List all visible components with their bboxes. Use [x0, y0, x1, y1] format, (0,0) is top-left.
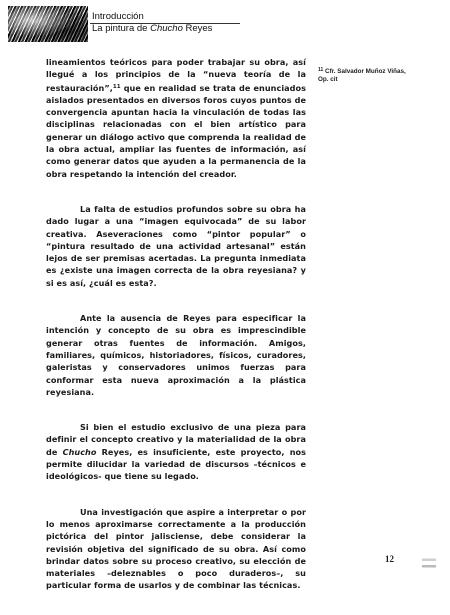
paragraph-5: Una investigación que aspire a interpretar o por lo menos aproximarse correctamente a la producción pictórica del pintor jalisciense, debe considerar la revisión objetiva del significado de su obra. Así como brindar datos sobre su proceso creativo, su elección de materiales –deleznables o poco duraderos–, su particular forma de usarlos y de combinar las técnicas. [46, 506, 306, 591]
body-text [46, 56, 306, 615]
paragraph-4-emphasis: Chucho [62, 446, 97, 457]
header-subtitle-prefix: La pintura de [92, 23, 151, 34]
header-subtitle-suffix: Reyes [182, 23, 213, 34]
header-image [8, 6, 88, 42]
page-number: 12 [385, 554, 394, 564]
footnote-number: 11 [318, 67, 324, 73]
paragraph-1-part-b: que en realidad se trata de enunciados aislados presentados en diversos foros cuyos puntos de convergencia apuntan hacia la vinculación de todas las disciplinas relacionadas con el bien artístico para generar un diálogo activo que comprenda la realidad de la obra actual, ampliar las fuentes de información, así como generar datos que ayuden a la permanencia de la obra respetando la intención del creador. [46, 82, 306, 179]
header-subtitle [92, 23, 212, 35]
header-section: Introducción [92, 11, 144, 22]
header-rule [90, 23, 240, 24]
paragraph-1-part-a: lineamientos teóricos para poder trabajar su obra, así llegué a los principios de la “nueva teoría de la restauración”, [46, 57, 306, 93]
header-subtitle-name: Chucho [150, 23, 183, 34]
footnote-reference: 11 [112, 83, 121, 90]
paragraph-3: Ante la ausencia de Reyes para especificar la intención y concepto de su obra es imprescindible generar otras fuentes de información. Amigos, familiares, químicos, historiadores, físicos, curadores, galeristas y conservadores unimos fuerzas para conformar esta nueva aproximación a la plástica reyesiana. [46, 313, 306, 397]
scan-artifact [422, 552, 436, 574]
paragraph-1 [46, 56, 306, 180]
paragraph-4-part-b: Reyes, es insuficiente, este proyecto, nos permite dilucidar la variedad de discursos –técnicos e ideológicos- que tiene su legado. [46, 446, 306, 482]
footnote [318, 66, 408, 85]
paragraph-4-part-a: Si bien el estudio exclusivo de una pieza para definir el concepto creativo y la materialidad de la obra de [46, 422, 306, 457]
footnote-text: Cfr. Salvador Muñoz Viñas, Op. cit [318, 68, 406, 84]
paragraph-2: La falta de estudios profundos sobre su obra ha dado lugar a una “imagen equivocada” de su labor creativa. Aseveraciones como “pintor popular” o “pintura resultado de una actividad artesanal” están lejos de ser premisas acertadas. La pregunta inmediata es ¿existe una imagen correcta de la obra reyesiana? y si es así, ¿cuál es esta?. [46, 203, 306, 288]
paragraph-4 [46, 421, 306, 482]
